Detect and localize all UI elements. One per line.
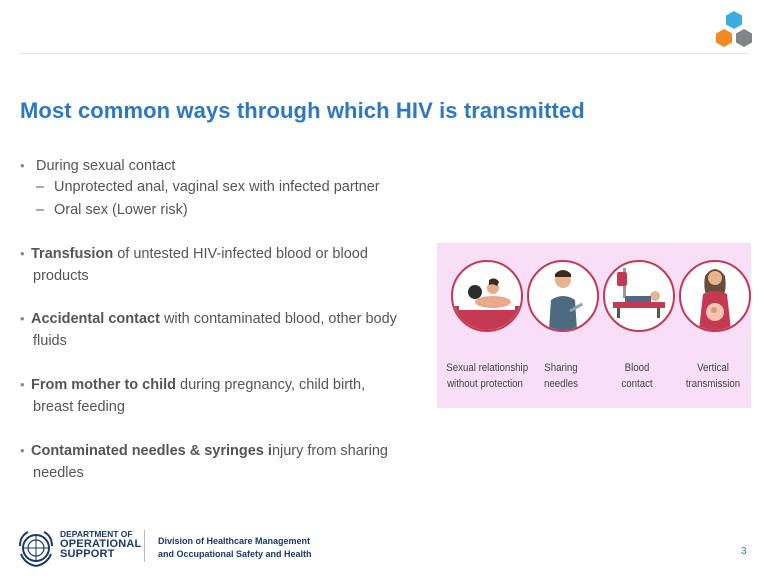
footer-separator bbox=[144, 530, 145, 562]
bullet-bold: From mother to child bbox=[31, 377, 176, 393]
caption-sexual: Sexual relationship without protection bbox=[446, 362, 529, 390]
bullet-bold: Transfusion bbox=[31, 246, 114, 262]
blood-contact-icon bbox=[603, 260, 675, 332]
bullet-dot: • bbox=[20, 311, 25, 326]
bullet-continuation: breast feeding bbox=[33, 399, 125, 415]
caption-blood: Blood contact bbox=[621, 362, 653, 390]
bullet-bold: Contaminated needles & syringes i bbox=[31, 443, 272, 459]
bullet-text: with contaminated blood, other body bbox=[159, 311, 397, 327]
page-number: 3 bbox=[741, 546, 747, 557]
bullet-transfusion bbox=[20, 243, 368, 287]
bullet-mother-to-child bbox=[20, 374, 365, 418]
bullet-continuation: fluids bbox=[33, 333, 67, 349]
header-divider bbox=[20, 53, 748, 54]
bullet-text: during pregnancy, child birth, bbox=[176, 377, 366, 393]
department-label: DEPARTMENT OF OPERATIONAL SUPPORT bbox=[60, 529, 142, 560]
transmission-illustration bbox=[437, 243, 751, 408]
bullet-bold: Accidental contact bbox=[31, 311, 160, 327]
bullet-dot: • bbox=[20, 377, 25, 392]
caption-vertical: Vertical transmission bbox=[685, 362, 741, 390]
bullet-dot: • bbox=[20, 443, 25, 458]
slide-title: Most common ways through which HIV is transmitted bbox=[20, 98, 585, 123]
bullet-continuation: needles bbox=[33, 465, 84, 481]
bullet-continuation: products bbox=[33, 268, 89, 284]
caption-needles: Sharing needles bbox=[544, 362, 578, 390]
dash-marker: – bbox=[36, 179, 45, 195]
vertical-transmission-icon bbox=[679, 260, 751, 332]
bullet-text: of untested HIV-infected blood or blood bbox=[113, 246, 368, 262]
bullet-needles bbox=[20, 440, 388, 484]
bullet-sexual-contact bbox=[20, 155, 175, 177]
sharing-needles-icon bbox=[527, 260, 599, 332]
hexagon-logo-icon bbox=[712, 10, 756, 50]
un-emblem-icon bbox=[16, 528, 56, 568]
bullet-text: njury from sharing bbox=[271, 443, 388, 459]
division-label: Division of Healthcare Management and Occupational Safety and Health bbox=[158, 536, 312, 559]
bullet-dot: • bbox=[20, 246, 25, 261]
couple-illustration-icon bbox=[451, 260, 523, 332]
dash-marker: – bbox=[36, 202, 45, 218]
bullet-heading: During sexual contact bbox=[36, 158, 176, 174]
bullet-dot: • bbox=[20, 158, 25, 173]
sub-bullet-unprotected: – Unprotected anal, vaginal sex with infected partner bbox=[36, 179, 380, 195]
sub-bullet-oral: – Oral sex (Lower risk) bbox=[36, 202, 188, 218]
bullet-accidental bbox=[20, 308, 397, 352]
